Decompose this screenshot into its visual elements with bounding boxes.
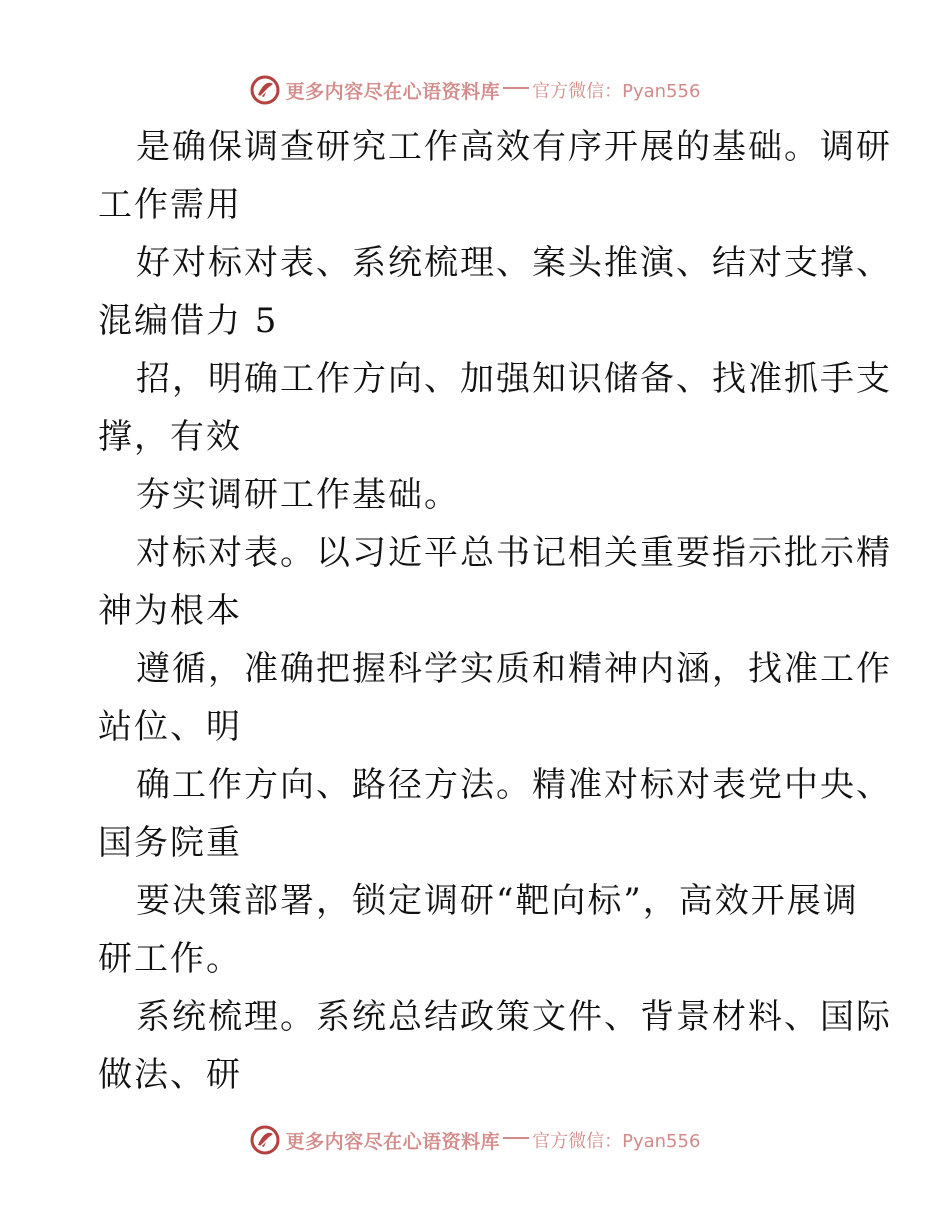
body-line: 国务院重 [98,823,242,863]
footer-brand-text: 更多内容尽在心语资料库 [285,1130,501,1153]
body-line: 要决策部署，锁定调研“靶向标”，高效开展调 [136,881,859,921]
footer-wechat-id: 官方微信：Pyan556 [532,1131,701,1152]
body-line: 系统梳理。系统总结政策文件、背景材料、国际 [136,997,892,1037]
body-line: 对标对表。以习近平总书记相关重要指示批示精 [136,533,892,573]
footer-separator [503,1137,529,1139]
header-brand-text: 更多内容尽在心语资料库 [285,80,501,103]
document-body [98,118,892,1104]
brand-logo-icon [250,1125,280,1155]
body-line: 招，明确工作方向、加强知识储备、找准抓手支 [136,359,892,399]
page-footer [0,1120,950,1160]
body-line: 遵循，准确把握科学实质和精神内涵，找准工作 [136,649,892,689]
body-line: 好对标对表、系统梳理、案头推演、结对支撑、 [136,243,892,283]
body-line: 研工作。 [98,939,242,979]
body-line: 站位、明 [98,707,242,747]
body-line: 夯实调研工作基础。 [136,475,460,515]
body-line: 神为根本 [98,591,242,631]
body-line: 确工作方向、路径方法。精准对标对表党中央、 [136,765,892,805]
body-line: 做法、研 [98,1055,242,1095]
body-line: 撑，有效 [98,417,242,457]
brand-logo-icon [250,75,280,105]
body-line: 混编借力 5 [98,301,279,341]
body-line: 工作需用 [98,185,242,225]
header-separator [503,87,529,89]
page-header [0,70,950,110]
header-wechat-id: 官方微信：Pyan556 [532,81,701,102]
body-line: 是确保调查研究工作高效有序开展的基础。调研 [136,127,892,167]
